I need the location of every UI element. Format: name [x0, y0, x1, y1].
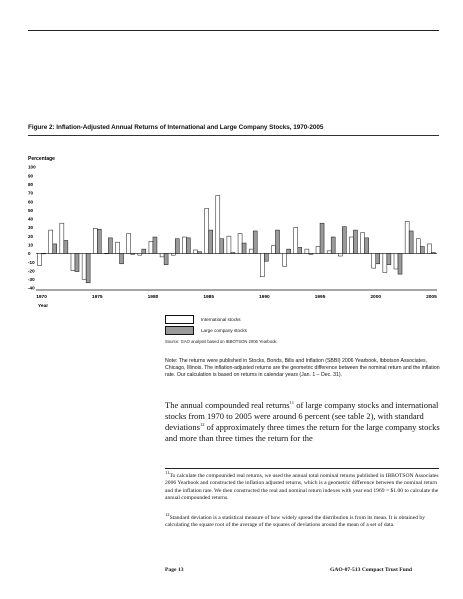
figure-title: Figure 2: Inflation-Adjusted Annual Returns of International and Large Company Stocks, 1970-2005	[28, 124, 324, 131]
bar-large-2003	[409, 231, 413, 253]
x-tick-label: 1975	[91, 295, 103, 300]
legend-label-large: Large company stocks	[201, 328, 247, 333]
x-tick-label: 1980	[147, 295, 159, 300]
bar-international-1986	[216, 196, 220, 254]
bar-large-2001	[387, 253, 391, 264]
bar-large-1994	[309, 253, 313, 254]
bar-international-1995	[316, 247, 320, 254]
bar-large-1993	[298, 247, 302, 253]
bar-large-1975	[97, 229, 101, 253]
legend-item-international	[165, 314, 247, 325]
bar-international-1980	[149, 241, 153, 253]
bar-international-1971	[49, 230, 53, 253]
bar-international-1989	[249, 249, 253, 253]
bar-international-1993	[294, 228, 298, 254]
bar-international-1985	[205, 208, 209, 253]
bar-international-1978	[127, 234, 131, 254]
bar-international-1992	[283, 253, 287, 266]
bar-international-2001	[383, 253, 387, 272]
bar-international-1988	[238, 234, 242, 254]
bar-international-1973	[71, 253, 75, 270]
body-text-1: The annual compounded real returns	[165, 400, 290, 410]
x-axis-label: Year	[38, 304, 49, 309]
y-tick-label: -30	[28, 277, 35, 283]
bar-large-1997	[342, 227, 346, 254]
footnote-number-12: 12	[165, 512, 170, 518]
legend-item-large	[165, 325, 247, 336]
y-tick-label: 10	[28, 242, 34, 248]
bar-large-1998	[353, 230, 357, 253]
y-tick-label: 50	[28, 207, 34, 213]
bar-international-1979	[138, 253, 142, 255]
y-tick-label: 90	[28, 173, 34, 179]
bar-large-1986	[220, 239, 224, 254]
bar-international-1997	[338, 253, 342, 256]
bar-large-1980	[153, 237, 157, 253]
body-paragraph	[165, 400, 447, 444]
bar-international-1974	[82, 253, 86, 279]
body-text-3: of approximately three times the return for the large company stocks and more than three times the return for the	[165, 422, 440, 443]
legend-label-international: International stocks	[201, 317, 241, 322]
bar-international-1987	[227, 236, 231, 253]
bar-large-1977	[120, 253, 124, 263]
bar-large-1982	[175, 239, 179, 254]
footnote-number-11: 11	[165, 470, 170, 476]
body-text-2: of large company stocks and international stocks from 1970 to 2005 were around 6 percent (see table 2), with standard deviations	[165, 400, 439, 432]
chart-legend	[165, 314, 247, 336]
bar-international-1994	[305, 249, 309, 253]
figure-source: Source: GAO analysis based on IBBOTSON 2006 Yearbook.	[165, 339, 278, 344]
bar-international-1981	[160, 253, 164, 256]
y-tick-label: 100	[28, 164, 36, 170]
y-axis-label: Percentage	[28, 156, 55, 162]
bar-international-1977	[116, 242, 120, 253]
bar-large-2002	[398, 253, 402, 274]
bar-large-1978	[131, 253, 135, 254]
y-tick-label: 30	[28, 225, 34, 231]
y-tick-label: 0	[28, 251, 31, 257]
bar-large-1988	[242, 243, 246, 253]
bar-international-1983	[182, 237, 186, 253]
bar-international-2005	[427, 244, 431, 254]
bar-large-1972	[64, 240, 68, 253]
bar-large-1971	[53, 244, 57, 254]
footnote-text-12: Standard deviation is a statistical measure of how widely spread the distribution is from its mean. It is obtained by calculating the square root of the average of the squares of deviations around the mean of a set of data.	[165, 515, 425, 529]
bar-international-1970	[38, 253, 42, 265]
page-number: Page 13	[165, 567, 184, 573]
bar-international-1972	[60, 223, 64, 253]
bar-international-1984	[194, 250, 198, 253]
bar-large-1979	[142, 249, 146, 253]
bar-international-2004	[416, 239, 420, 254]
bar-large-1996	[331, 237, 335, 253]
bar-large-1995	[320, 223, 324, 253]
y-tick-label: 70	[28, 190, 34, 196]
bar-international-1996	[327, 251, 331, 254]
x-tick-label: 2000	[370, 295, 382, 300]
footnote-rule	[165, 468, 439, 469]
footnote-ref-12[interactable]: 12	[199, 422, 205, 428]
x-tick-label: 1990	[259, 295, 270, 300]
bar-international-1975	[93, 228, 97, 253]
bar-large-1992	[287, 249, 291, 253]
bar-large-1999	[365, 238, 369, 254]
bar-international-1982	[171, 253, 175, 255]
bar-large-2004	[420, 247, 424, 254]
y-tick-label: -10	[28, 259, 35, 265]
y-tick-label: 40	[28, 216, 34, 222]
footnote-12	[165, 512, 445, 530]
bar-large-1976	[108, 238, 112, 254]
x-tick-label: 1985	[203, 295, 214, 300]
y-tick-label: 60	[28, 199, 34, 205]
bar-international-2003	[405, 221, 409, 253]
x-tick-label: 1995	[314, 295, 326, 300]
bar-large-1981	[164, 253, 168, 264]
bar-international-1991	[271, 246, 275, 254]
bar-international-2002	[394, 253, 398, 269]
x-tick-label: 1970	[36, 295, 47, 300]
y-tick-label: -40	[28, 285, 35, 291]
bar-large-1991	[275, 230, 279, 253]
bar-large-1990	[264, 253, 268, 261]
bar-large-1983	[186, 238, 190, 254]
bar-large-1987	[231, 253, 235, 254]
y-tick-label: 20	[28, 233, 34, 239]
report-id: GAO-07-513 Compact Trust Fund	[330, 567, 412, 573]
legend-swatch-large	[165, 326, 194, 335]
y-tick-label: 80	[28, 181, 34, 187]
footnote-ref-11[interactable]: 11	[289, 400, 295, 406]
footnote-text-11: To calculate the compounded real returns, we used the annual total nominal returns published in IBBOTSON Associates 2006 Yearbook and constructed the inflation adjusted returns, which is a geometric difference between the nominal return and the inflation rate. We then constructed the real and nominal return indexes with year end 1969 = $1.00 to calculate the annual compounded returns.	[165, 473, 439, 502]
x-tick-label: 2005	[426, 295, 437, 300]
bar-large-1989	[253, 231, 257, 253]
bar-international-1999	[361, 233, 365, 254]
bar-large-1985	[209, 230, 213, 253]
bar-international-2000	[372, 253, 376, 268]
bar-large-2000	[376, 253, 380, 263]
footnote-11	[165, 470, 445, 503]
legend-swatch-international	[165, 315, 194, 324]
figure-note: Note: The returns were published in Stocks, Bonds, Bills and Inflation (SBBI) 2006 Yearbook, Ibbotson Associates, Chicago, Illinois. The inflation-adjusted returns are the geometric difference between the nominal return and the inflation rate. Our calculation is based on returns in calendar years (Jan. 1 – Dec. 31).	[165, 358, 440, 378]
bar-international-1998	[349, 237, 353, 253]
bar-large-2005	[431, 253, 435, 254]
bar-large-1973	[75, 253, 79, 271]
bar-international-1990	[260, 253, 264, 276]
bar-large-1984	[198, 252, 202, 254]
y-tick-label: -20	[28, 268, 35, 274]
bar-large-1974	[86, 253, 90, 282]
